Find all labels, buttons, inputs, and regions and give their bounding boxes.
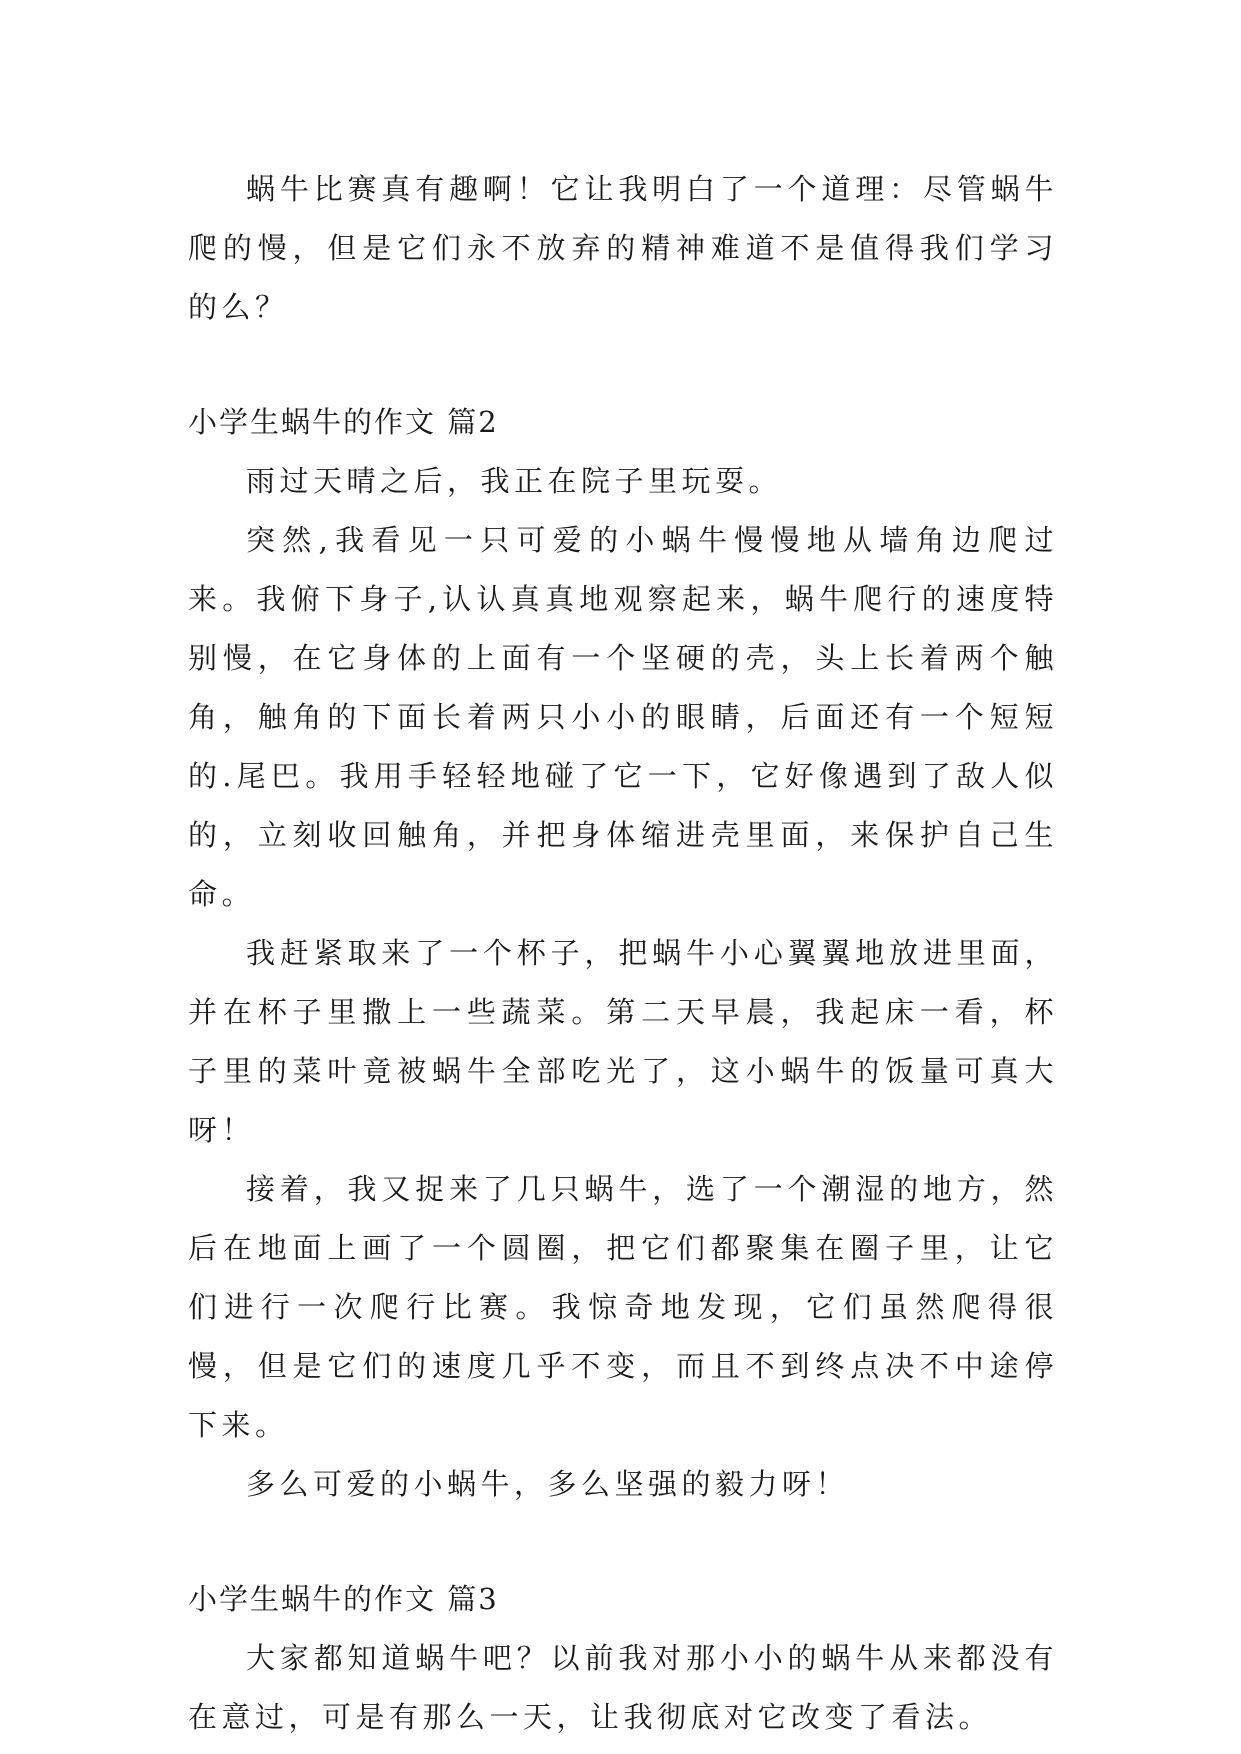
paragraph: 蜗牛比赛真有趣啊！它让我明白了一个道理：尽管蜗牛爬的慢，但是它们永不放弃的精神难道不是值得我们学习的么？ [188,172,1058,324]
paragraph: 大家都知道蜗牛吧？以前我对那小小的蜗牛从来都没有在意过，可是有那么一天，让我彻底对它改变了看法。 [188,1641,1058,1734]
paragraph: 多么可爱的小蜗牛，多么坚强的毅力呀！ [246,1467,850,1501]
section-heading: 小学生蜗牛的作文 篇2 [188,405,499,439]
paragraph: 突然,我看见一只可爱的小蜗牛慢慢地从墙角边爬过来。我俯下身子,认认真真地观察起来，蜗牛爬行的速度特别慢，在它身体的上面有一个坚硬的壳，头上长着两个触角，触角的下面长着两只小小的眼睛，后面还有一个短短的.尾巴。我用手轻轻地碰了它一下，它好像遇到了敌人似的，立刻收回触角，并把身体缩进壳里面，来保护自己生命。 [188,523,1058,911]
paragraph: 我赶紧取来了一个杯子，把蜗牛小心翼翼地放进里面，并在杯子里撒上一些蔬菜。第二天早晨，我起床一看，杯子里的菜叶竟被蜗牛全部吃光了，这小蜗牛的饭量可真大呀！ [188,936,1058,1147]
paragraph: 接着，我又捉来了几只蜗牛，选了一个潮湿的地方，然后在地面上画了一个圆圈，把它们都聚集在圈子里，让它们进行一次爬行比赛。我惊奇地发现，它们虽然爬得很慢，但是它们的速度几乎不变，而且不到终点决不中途停下来。 [188,1172,1058,1442]
section-heading: 小学生蜗牛的作文 篇3 [188,1582,499,1616]
paragraph: 雨过天晴之后，我正在院子里玩耍。 [246,464,783,498]
document-page [188,160,1058,1747]
